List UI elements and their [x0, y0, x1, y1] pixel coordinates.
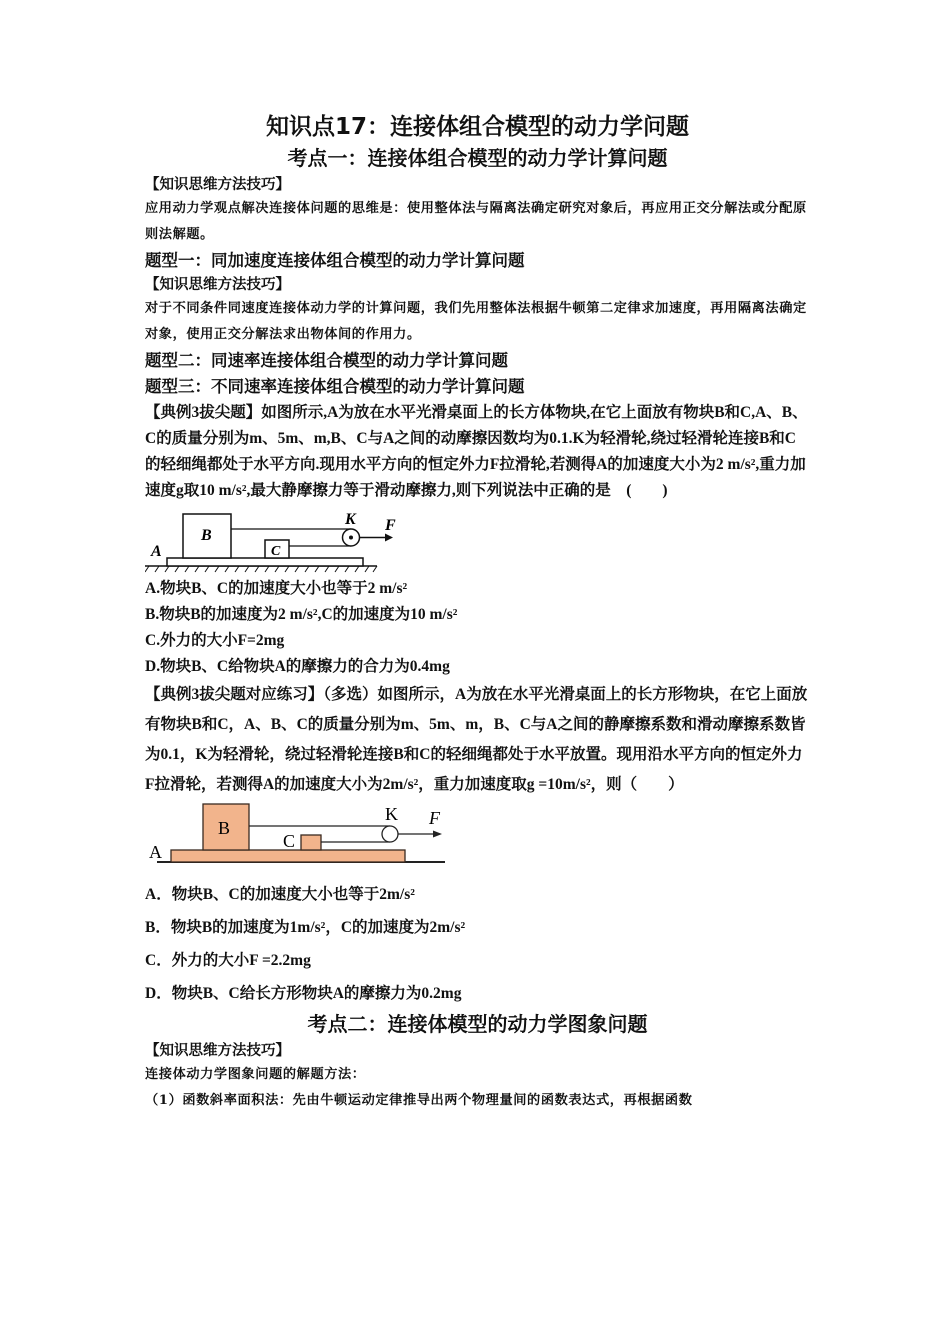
- type1-heading: 题型一：同加速度连接体组合模型的动力学计算问题: [145, 251, 525, 270]
- pulley-axle: [349, 536, 353, 540]
- example2-option-a: A．物块B、C的加速度大小也等于2m/s²: [145, 886, 415, 903]
- label-A-2: A: [149, 842, 162, 862]
- ground-hatch: [145, 566, 377, 572]
- label-A: A: [151, 543, 162, 560]
- force-arrow-head: [385, 534, 393, 542]
- label-K-2: K: [385, 804, 398, 824]
- example2-option-b: B．物块B的加速度为1m/s²，C的加速度为2m/s²: [145, 919, 466, 936]
- type3-heading: 题型三：不同速率连接体组合模型的动力学计算问题: [145, 377, 525, 396]
- label-B: B: [201, 527, 212, 544]
- example1-option-a: A.物块B、C的加速度大小也等于2 m/s²: [145, 580, 408, 597]
- example2-question: 【典例3拔尖题对应练习】（多选）如图所示，A为放在水平光滑桌面上的长方形物块，在它上面放有物块B和C，A、B、C的质量分别为m、5m、m，B、C与A之间的静摩擦系数和滑动摩擦系数皆为0.1，K为轻滑轮，绕过轻滑轮连接B和C的轻细绳都处于水平放置。现用沿水平方向的恒定外力F拉滑轮，若测得A的加速度大小为2m/s²，重力加速度取g =10m/s²，则（ ）: [145, 686, 808, 793]
- section2-tip-text: 连接体动力学图象问题的解题方法：: [145, 1067, 366, 1082]
- example1-figure: [145, 504, 405, 576]
- example2-option-d: D．物块B、C给长方形物块A的摩擦力为0.2mg: [145, 985, 462, 1002]
- type2-heading: 题型二：同速率连接体组合模型的动力学计算问题: [145, 351, 508, 370]
- example1-option-b: B.物块B的加速度为2 m/s²,C的加速度为10 m/s²: [145, 606, 458, 623]
- example1-option-d: D.物块B、C给物块A的摩擦力的合力为0.4mg: [145, 658, 450, 675]
- section1-tip-label: 【知识思维方法技巧】: [145, 177, 290, 193]
- page-title: 知识点17：连接体组合模型的动力学问题: [265, 114, 689, 140]
- type1-tip-label: 【知识思维方法技巧】: [145, 277, 290, 293]
- section1-heading: 考点一：连接体组合模型的动力学计算问题: [287, 146, 668, 170]
- section2-item-1: （1）函数斜率面积法：先由牛顿运动定律推导出两个物理量间的函数表达式，再根据函数: [145, 1093, 693, 1108]
- block-A: [167, 558, 363, 566]
- block-A-2: [171, 850, 405, 862]
- section2-heading: 考点二：连接体模型的动力学图象问题: [307, 1012, 648, 1036]
- label-C-2: C: [283, 831, 296, 851]
- section1-tip-text: 应用动力学观点解决连接体问题的思维是：使用整体法与隔离法确定研究对象后，再应用正交分解法或分配原则法解题。: [145, 201, 807, 242]
- document-page: [145, 112, 810, 1114]
- example2-option-c: C．外力的大小F =2.2mg: [145, 952, 311, 969]
- label-C: C: [271, 544, 281, 559]
- section2-tip-label: 【知识思维方法技巧】: [145, 1043, 290, 1059]
- example1-question: 【典例3拔尖题】如图所示,A为放在水平光滑桌面上的长方体物块,在它上面放有物块B和C,A、B、C的质量分别为m、5m、m,B、C与A之间的动摩擦因数均为0.1.K为轻滑轮,绕过轻滑轮连接B和C的轻细绳都处于水平方向.现用水平方向的恒定外力F拉滑轮,若测得A的加速度大小为2 m/s²,重力加速度g取10 m/s²,最大静摩擦力等于滑动摩擦力,则下列说法中正确的是 ( ): [145, 404, 808, 499]
- label-K: K: [345, 511, 356, 528]
- example1-option-c: C.外力的大小F=2mg: [145, 632, 285, 649]
- force-arrow-head-2: [433, 831, 442, 838]
- label-F: F: [385, 517, 396, 534]
- label-B-2: B: [218, 818, 231, 838]
- pulley-K-2: [382, 826, 398, 842]
- block-C-2: [301, 835, 321, 850]
- type1-tip-text: 对于不同条件同速度连接体动力学的计算问题，我们先用整体法根据牛顿第二定律求加速度，再用隔离法确定对象，使用正交分解法求出物体间的作用力。: [145, 301, 807, 342]
- example2-figure: [145, 800, 455, 878]
- label-F-2: F: [429, 808, 440, 828]
